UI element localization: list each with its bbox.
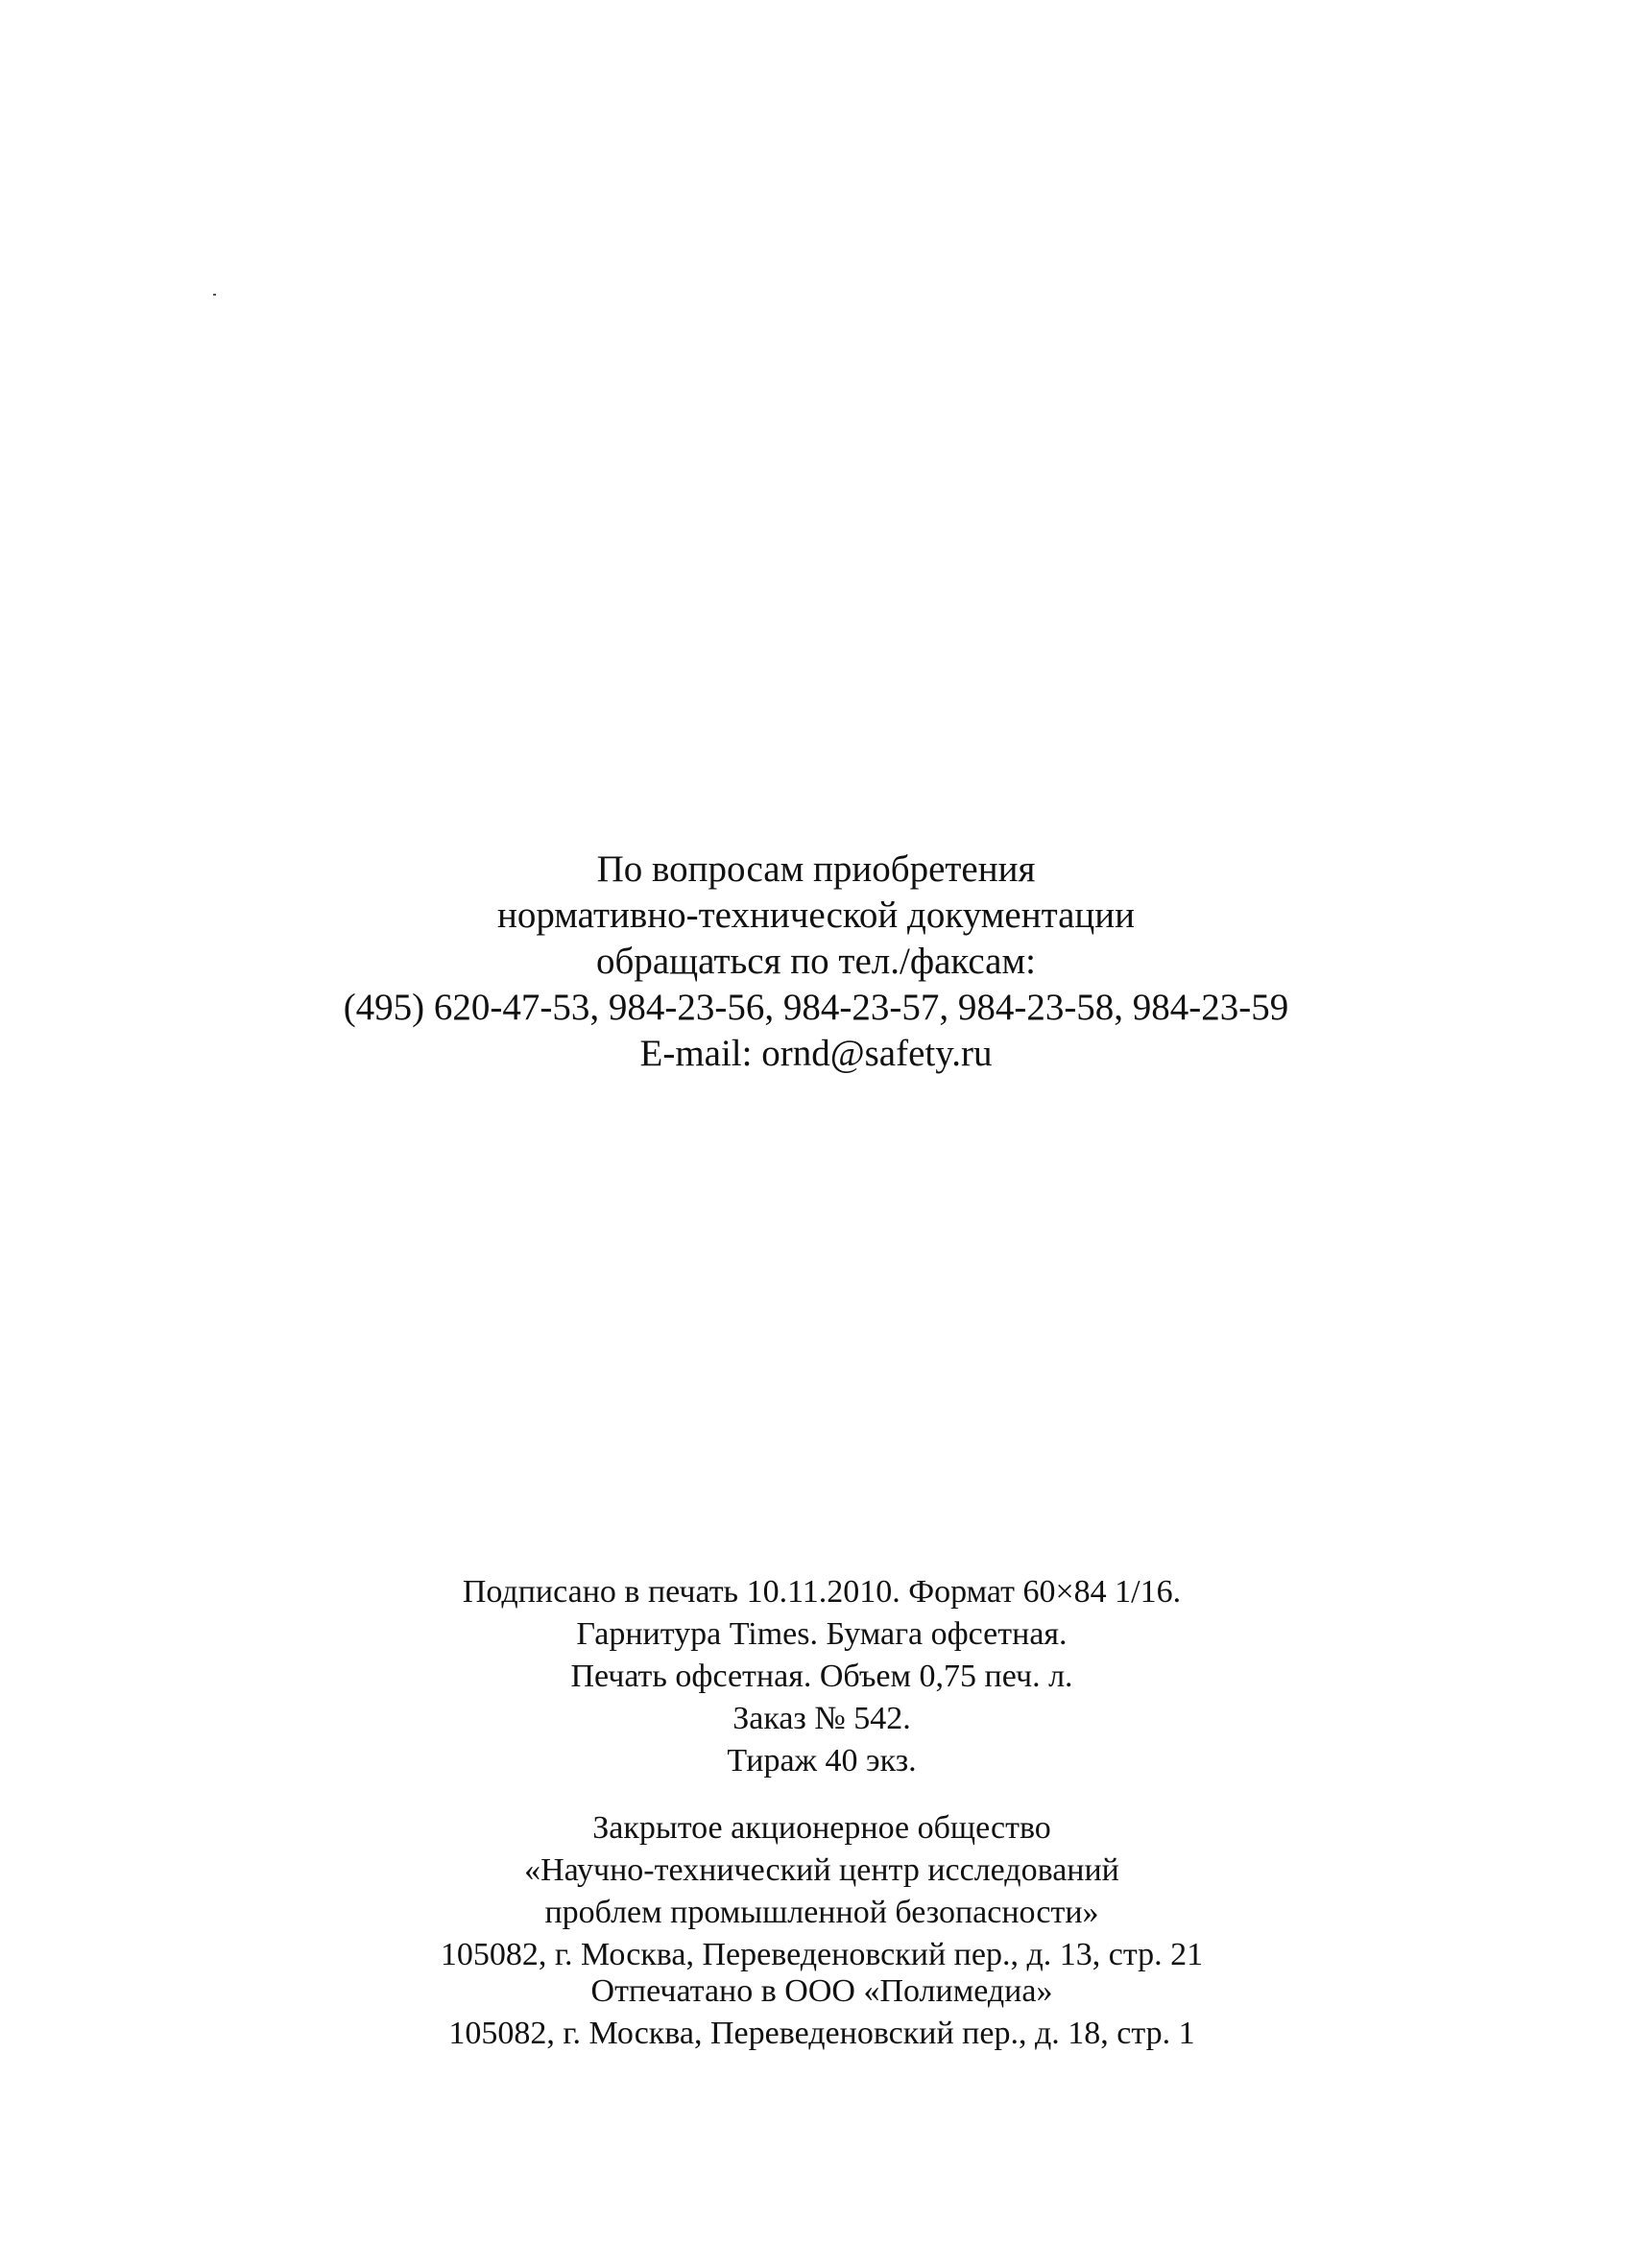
- imprint-line-2: Гарнитура Times. Бумага офсетная.: [576, 1616, 1068, 1652]
- publisher-line-1: Закрытое акционерное общество: [592, 1810, 1051, 1846]
- scan-speck: [213, 294, 216, 296]
- print-imprint: [0, 1571, 1632, 1782]
- contact-line-1: По вопросам приобретения: [596, 848, 1036, 890]
- imprint-order: Заказ № 542.: [732, 1701, 911, 1736]
- publisher-line-2: «Научно-технический центр исследований: [524, 1852, 1119, 1888]
- publisher-address: 105082, г. Москва, Переведеновский пер., д. 13, стр. 21: [440, 1937, 1204, 1972]
- printer-line-1: Отпечатано в ООО «Полимедиа»: [590, 1973, 1053, 2009]
- publisher-line-3: проблем промышленной безопасности»: [544, 1895, 1099, 1930]
- contact-phones: (495) 620-47-53, 984-23-56, 984-23-57, 984-23-58, 984-23-59: [343, 987, 1289, 1028]
- contact-line-2: нормативно-технической документации: [496, 895, 1136, 936]
- imprint-circulation: Тираж 40 экз.: [727, 1743, 917, 1779]
- publisher-info: [0, 1807, 1632, 1976]
- imprint-line-1: Подписано в печать 10.11.2010. Формат 60×84 1/16.: [462, 1574, 1182, 1610]
- contact-info: [0, 847, 1632, 1077]
- imprint-line-3: Печать офсетная. Объем 0,75 печ. л.: [570, 1659, 1073, 1694]
- contact-email: E-mail: ornd@safety.ru: [639, 1033, 993, 1074]
- contact-line-3: обращаться по тел./факсам:: [595, 941, 1036, 982]
- printer-address: 105082, г. Москва, Переведеновский пер., д. 18, стр. 1: [448, 2016, 1195, 2051]
- printer-info: [0, 1970, 1632, 2055]
